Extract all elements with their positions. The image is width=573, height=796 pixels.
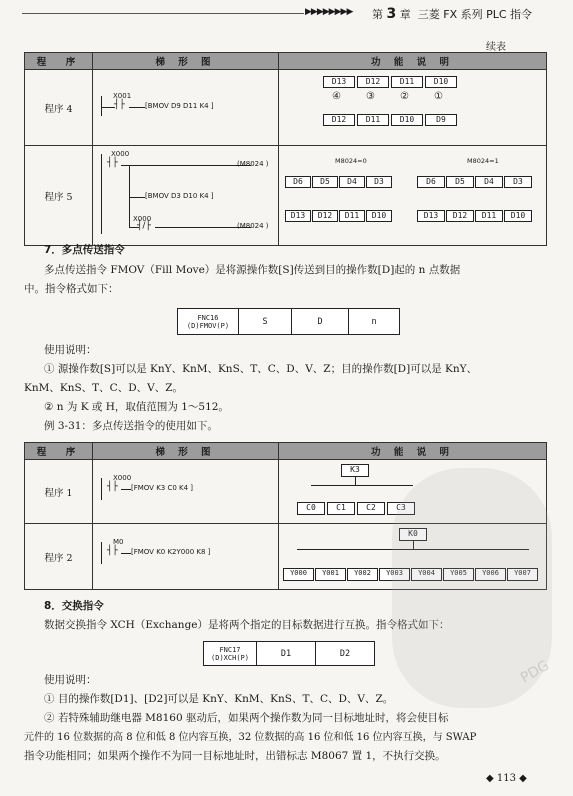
header-arrows: ▶▶▶▶▶▶▶▶ [305, 7, 353, 17]
chapter-number: 3 [386, 6, 397, 22]
continued-label: 续表 [486, 42, 506, 53]
table-1 [24, 52, 547, 246]
ladder-instruction: [BMOV D9 D11 K4 ] [145, 102, 214, 110]
section-8-title: 8．交换指令 [44, 600, 104, 612]
ladder-cell: X001 ┤├ [BMOV D9 D11 K4 ] [93, 70, 279, 146]
table-header: 程 序 梯 形 图 功 能 说 明 [25, 53, 547, 70]
table-row: 程序 2 M0 ┤├ [FMOV K0 K2Y000 K8 ] K0 Y000 Y001 Y002 Y003 Y004 Y005 Y006 Y007 [25, 524, 547, 590]
function-cell: D13 D12 D11 D10 ④ ③ ② ① D12 D11 D10 D9 [279, 70, 547, 146]
book-title: 三菱 FX 系列 PLC 指令 [417, 8, 533, 21]
ladder-cell: M0 ┤├ [FMOV K0 K2Y000 K8 ] [93, 524, 279, 590]
ladder-cell: X000 ┤├ (M8024 ) [BMOV D3 D10 K4 ] X000 ┤/├ (M8024 ) [93, 146, 279, 246]
contact-symbol: ┤├ [114, 100, 125, 110]
watermark-text: PDG [518, 657, 553, 687]
function-cell: K0 Y000 Y001 Y002 Y003 Y004 Y005 Y006 Y007 [279, 524, 547, 590]
section-7-title: 7．多点传送指令 [44, 244, 125, 256]
function-cell: M8024=0 M8024=1 D6 D5 D4 D3 D6 D5 D4 D3 D13 D12 D11 D10 D13 D12 D11 D10 [279, 146, 547, 246]
table-row: 程序 4 X001 ┤├ [BMOV D9 D11 K4 ] D13 D12 D11 D10 ④ ③ ② ① D12 D11 D10 D9 [25, 70, 547, 146]
xch-format-box: FNC17 (D)XCH(P) D1 D2 [203, 641, 375, 666]
table-row: 程序 5 X000 ┤├ (M8024 ) [BMOV D3 D10 K4 ] X000 ┤/├ (M8024 ) M8024=0 M8024=1 D6 D5 D4 D3 D6 D5 D4 D3 D13 D12 D11 D10 D13 D12 D11 D10 [25, 146, 547, 246]
fmov-format-box: FNC16 (D)FMOV(P) S D n [177, 308, 400, 335]
header-rule [22, 13, 304, 14]
chapter-header: 第 3 章 三菱 FX 系列 PLC 指令 [372, 6, 533, 22]
page-number: ◆ 113 ◆ [486, 773, 527, 784]
table-row: 程序 1 X000 ┤├ [FMOV K3 C0 K4 ] K3 C0 C1 C2 C3 [25, 460, 547, 524]
function-cell: K3 C0 C1 C2 C3 [279, 460, 547, 524]
table-header: 程 序 梯 形 图 功 能 说 明 [25, 443, 547, 460]
ladder-cell: X000 ┤├ [FMOV K3 C0 K4 ] [93, 460, 279, 524]
